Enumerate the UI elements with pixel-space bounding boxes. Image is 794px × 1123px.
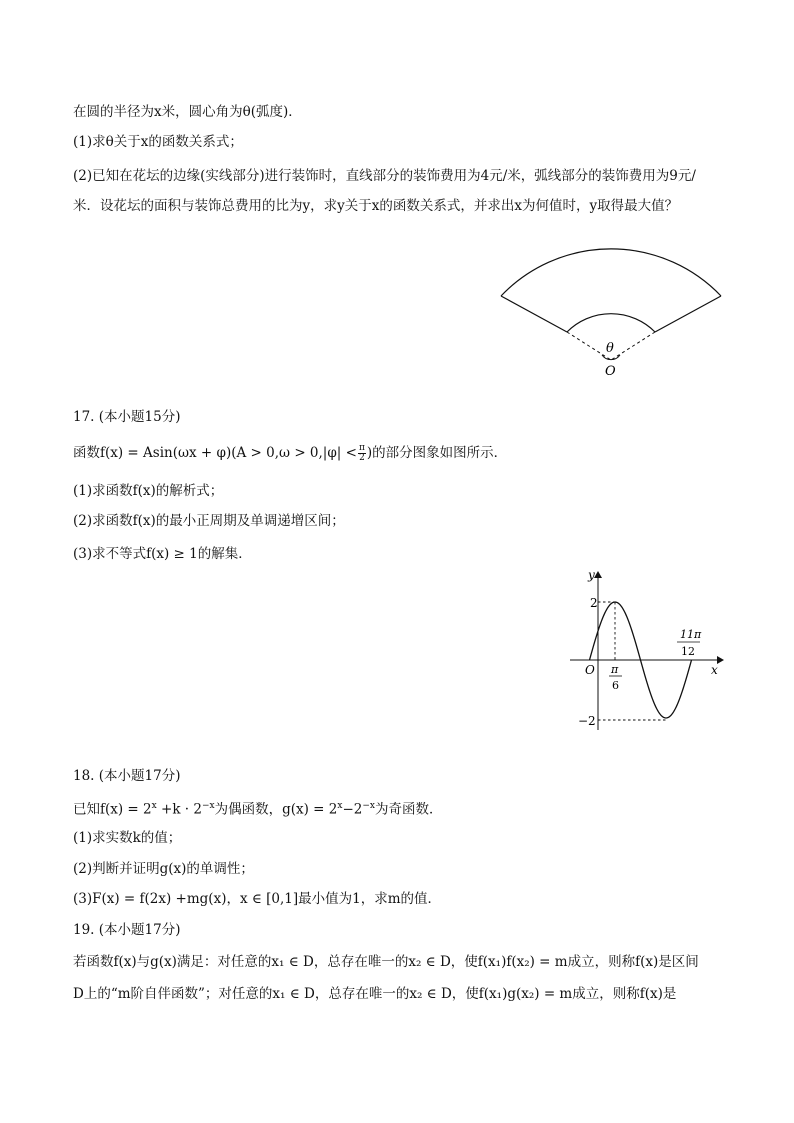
q18-part2: (2)判断并证明g(x)的单调性； <box>73 861 254 877</box>
pi-over-2-fraction <box>358 444 366 463</box>
q18-stem-d: −2 <box>342 801 363 818</box>
left-edge <box>501 296 567 332</box>
y-max-label: 2 <box>590 596 598 610</box>
frac-denominator: 2 <box>359 453 365 463</box>
q18-sup-neg-x: −x <box>201 801 215 811</box>
q18-stem-b: +k · 2 <box>156 801 202 818</box>
q17-stem-a: 函数f(x) = Asin(ωx + φ)(A > 0,ω > 0,|φ| < <box>73 445 357 461</box>
sector-figure <box>495 218 730 380</box>
inner-arc <box>567 314 655 332</box>
q18-sup-x-2: x <box>337 801 343 811</box>
q18-part1: (1)求实数k的值； <box>73 830 182 846</box>
q17-stem-b: )的部分图象如图所示． <box>366 445 508 461</box>
q18-stem-c: 为偶函数，g(x) = 2 <box>214 801 338 818</box>
q16-part2-line1: (2)已知在花坛的边缘(实线部分)进行装饰时，直线部分的装饰费用为4元/米，弧线部分的装饰费用为9元/ <box>73 168 696 184</box>
sine-graph <box>565 562 730 732</box>
left-dashed-radius <box>567 332 611 360</box>
x1-numerator: π <box>611 663 619 676</box>
outer-arc <box>501 249 721 296</box>
q16-intro: 在圆的半径为x米，圆心角为θ(弧度)． <box>73 104 302 120</box>
q17-part1: (1)求函数f(x)的解析式； <box>73 483 224 499</box>
origin-label: O <box>605 364 616 379</box>
x1-denominator: 6 <box>612 679 619 692</box>
y-axis-label: y <box>588 568 595 582</box>
origin-label: O <box>585 663 595 677</box>
q17-part2: (2)求函数f(x)的最小正周期及单调递增区间； <box>73 513 345 529</box>
q17-header: 17. (本小题15分) <box>73 409 181 425</box>
x2-denominator: 12 <box>681 645 695 658</box>
frac-numerator: π <box>358 443 365 453</box>
q18-header: 18. (本小题17分) <box>73 768 181 784</box>
x-axis-label: x <box>711 663 718 677</box>
q19-header: 19. (本小题17分) <box>73 922 181 938</box>
q16-part1: (1)求θ关于x的函数关系式； <box>73 134 243 150</box>
q18-stem-e: 为奇函数． <box>374 801 443 818</box>
right-edge <box>655 296 721 332</box>
q18-sup-neg-x-2: −x <box>362 801 375 811</box>
y-min-label: −2 <box>578 714 596 728</box>
q17-part3: (3)求不等式f(x) ≥ 1的解集． <box>73 546 252 562</box>
q19-line2: D上的“m阶自伴函数”；对任意的x₁ ∈ D，总存在唯一的x₂ ∈ D，使f(x₁)g(x₂) = m成立，则称f(x)是 <box>73 986 677 1002</box>
q19-line1: 若函数f(x)与g(x)满足：对任意的x₁ ∈ D，总存在唯一的x₂ ∈ D，使f(x₁)f(x₂) = m成立，则称f(x)是区间 <box>73 954 699 970</box>
q17-stem <box>73 444 507 463</box>
q16-part2-line2: 米．设花坛的面积与装饰总费用的比为y，求y关于x的函数关系式，并求出x为何值时，y取得最大值？ <box>73 198 679 214</box>
q18-stem-a: 已知f(x) = 2 <box>73 801 152 818</box>
x2-numerator: 11π <box>680 628 702 641</box>
q18-stem <box>73 797 442 819</box>
right-dashed-radius <box>611 332 655 360</box>
q18-sup-x: x <box>151 801 157 811</box>
theta-label: θ <box>606 341 614 356</box>
q18-part3: (3)F(x) = f(2x) +mg(x)，x ∈ [0,1]最小值为1，求m的值． <box>73 891 442 907</box>
